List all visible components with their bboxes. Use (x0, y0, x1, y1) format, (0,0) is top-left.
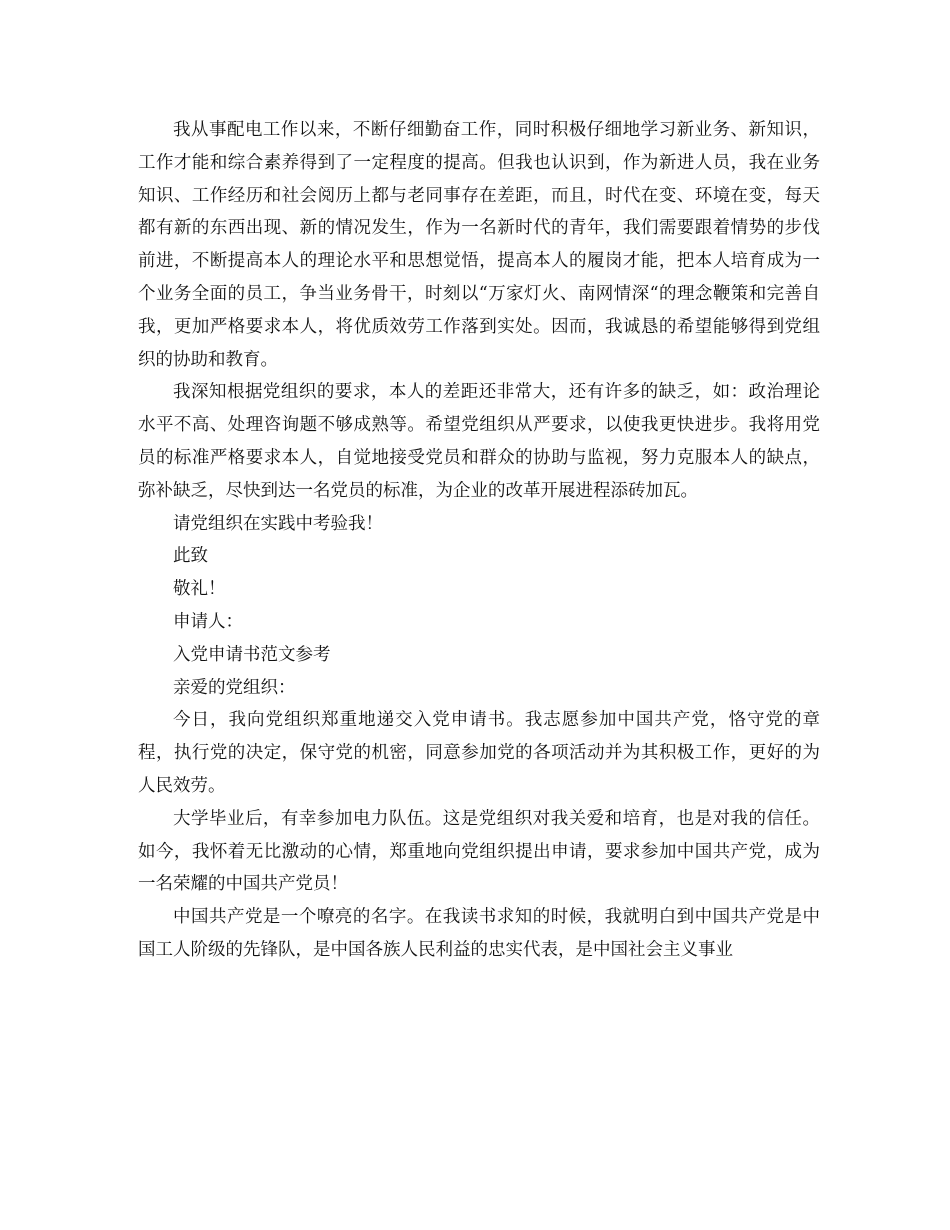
paragraph: 我深知根据党组织的要求，本人的差距还非常大，还有许多的缺乏，如：政治理论水平不高、处理咨询题不够成熟等。希望党组织从严要求，以使我更快进步。我将用党员的标准严格要求本人，自觉地接受党员和群众的协助与监视，努力克服本人的缺点，弥补缺乏，尽快到达一名党员的标准，为企业的改革开展进程添砖加瓦。 (138, 382, 820, 501)
paragraph: 请党组织在实践中考验我！ (173, 513, 383, 534)
paragraph: 今日，我向党组织郑重地递交入党申请书。我志愿参加中国共产党，恪守党的章程，执行党的决定，保守党的机密，同意参加党的各项活动并为其积极工作，更好的为人民效劳。 (138, 710, 820, 796)
paragraph: 我从事配电工作以来，不断仔细勤奋工作，同时积极仔细地学习新业务、新知识，工作才能和综合素养得到了一定程度的提高。但我也认识到，作为新进人员，我在业务知识、工作经历和社会阅历上都与老同事存在差距，而且，时代在变、环境在变，每天都有新的东西出现、新的情况发生，作为一名新时代的青年，我们需要跟着情势的步伐前进，不断提高本人的理论水平和思想觉悟，提高本人的履岗才能，把本人培育成为一个业务全面的员工，争当业务骨干，时刻以“万家灯火、南网情深“的理念鞭策和完善自我，更加严格要求本人，将优质效劳工作落到实处。因而，我诚恳的希望能够得到党组织的协助和教育。 (138, 120, 820, 370)
paragraph: 中国共产党是一个嘹亮的名字。在我读书求知的时候，我就明白到中国共产党是中国工人阶级的先锋队，是中国各族人民利益的忠实代表，是中国社会主义事业 (138, 907, 820, 960)
applicant-label: 申请人： (173, 611, 243, 632)
salutation: 亲爱的党组织： (173, 677, 296, 698)
paragraph: 大学毕业后，有幸参加电力队伍。这是党组织对我关爱和培育，也是对我的信任。如今，我怀着无比激动的心情，郑重地向党组织提出申请，要求参加中国共产党，成为一名荣耀的中国共产党员！ (138, 808, 820, 895)
closing-regards: 敬礼！ (173, 579, 226, 600)
document-page (138, 114, 820, 967)
closing-salutation: 此致 (173, 546, 208, 567)
section-title: 入党申请书范文参考 (173, 644, 331, 665)
